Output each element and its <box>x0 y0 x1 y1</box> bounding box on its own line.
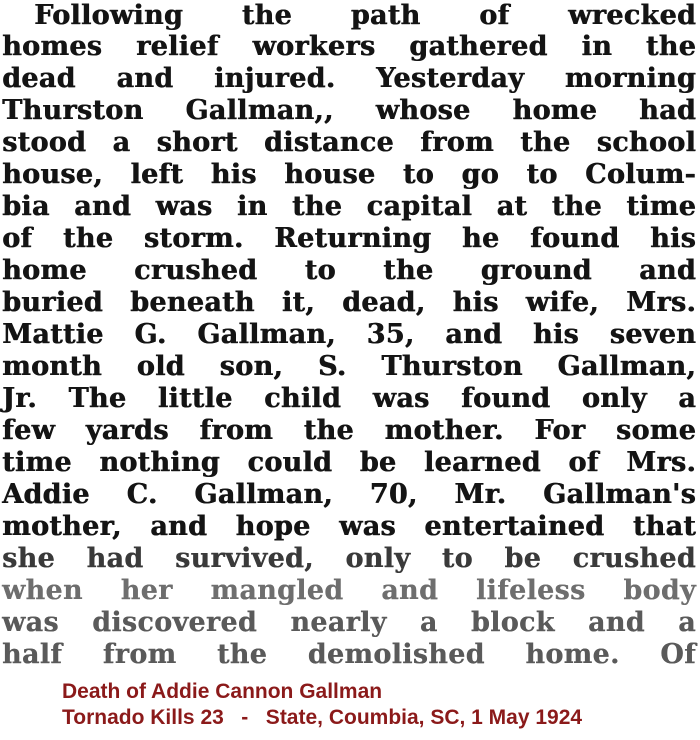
clipping-word: his <box>452 287 499 318</box>
clipping-word: 35, <box>366 319 415 350</box>
clipping-word: homes <box>2 31 103 62</box>
clipping-word: buried <box>2 287 103 318</box>
clipping-line <box>2 511 696 543</box>
clipping-word: Returning <box>274 223 432 254</box>
clipping-word: she <box>2 543 55 574</box>
clipping-word: mother, <box>2 511 122 542</box>
clipping-word: a <box>678 383 696 414</box>
clipping-word: dead <box>2 63 76 94</box>
clipping-word: a <box>112 127 131 158</box>
clipping-line <box>2 415 696 447</box>
clipping-word: home <box>2 255 87 286</box>
clipping-word: had <box>639 95 696 126</box>
clipping-word: Gallman, <box>197 319 336 350</box>
caption-title: Death of Addie Cannon Gallman <box>62 680 383 703</box>
clipping-word: the <box>303 415 354 446</box>
clipping-word: in <box>236 191 268 222</box>
clipping-word: Gallman's <box>543 479 696 510</box>
clipping-word: Gallman, <box>194 479 333 510</box>
clipping-word: to <box>441 543 473 574</box>
clipping-line <box>2 575 696 607</box>
clipping-word: of <box>479 0 510 31</box>
clipping-word: the <box>62 223 114 254</box>
clipping-word: distance <box>263 127 394 158</box>
clipping-line <box>2 383 696 415</box>
clipping-word: the <box>291 191 343 222</box>
clipping-word: home <box>512 95 598 126</box>
clipping-word: the <box>520 127 571 158</box>
clipping-word: ground <box>480 255 592 286</box>
clipping-word: storm. <box>143 223 244 254</box>
clipping-word: little <box>157 383 233 414</box>
clipping-word: learned <box>423 447 541 478</box>
clipping-word: stood <box>2 127 87 158</box>
clipping-word: when <box>2 575 83 606</box>
clipping-word: Jr. <box>2 383 37 414</box>
clipping-word: Mattie <box>2 319 104 350</box>
clipping-word: and <box>116 63 174 94</box>
clipping-word: a <box>419 607 438 638</box>
clipping-word: was <box>155 191 213 222</box>
clipping-word: Addie <box>2 479 90 510</box>
clipping-word: from <box>102 639 177 670</box>
clipping-word: was <box>338 511 396 542</box>
clipping-word: crushed <box>572 543 696 574</box>
clipping-word: his <box>532 319 579 350</box>
clipping-word: crushed <box>133 255 258 286</box>
clipping-word: lifeless <box>475 575 586 606</box>
clipping-word: it, <box>281 287 315 318</box>
clipping-word: only <box>581 383 647 414</box>
clipping-word: his <box>210 159 257 190</box>
clipping-word: path <box>350 0 421 31</box>
clipping-line <box>2 607 696 639</box>
clipping-word: be <box>504 543 542 574</box>
clipping-word: short <box>156 127 238 158</box>
clipping-word: Thurston <box>381 351 523 382</box>
clipping-word: had <box>86 543 144 574</box>
clipping-word: 70, <box>369 479 418 510</box>
clipping-word: to <box>402 159 434 190</box>
clipping-line <box>2 351 696 383</box>
clipping-word: child <box>264 383 341 414</box>
clipping-word: C. <box>126 479 158 510</box>
clipping-word: Yesterday <box>376 63 524 94</box>
clipping-word: gathered <box>409 31 548 62</box>
clipping-word: and <box>74 191 131 222</box>
clipping-word: the <box>216 639 268 670</box>
clipping-word: and <box>445 319 503 350</box>
clipping-word: month <box>2 351 102 382</box>
clipping-word: his <box>649 223 696 254</box>
clipping-word: to <box>304 255 336 286</box>
clipping-word: hope <box>235 511 311 542</box>
clipping-word: the <box>383 255 434 286</box>
clipping-line <box>2 319 696 351</box>
clipping-word: yards <box>85 415 169 446</box>
caption-source: Tornado Kills 23 - State, Coumbia, SC, 1 May 1924 <box>62 706 583 729</box>
clipping-word: go <box>461 159 499 190</box>
clipping-word: was <box>372 383 430 414</box>
clipping-word: from <box>420 127 494 158</box>
clipping-word: time <box>626 191 696 222</box>
clipping-word: nothing <box>99 447 220 478</box>
clipping-word: time <box>2 447 72 478</box>
clipping-word: school <box>596 127 696 158</box>
clipping-word: and <box>639 255 696 286</box>
clipping-word: the <box>551 191 602 222</box>
clipping-word: S. <box>317 351 347 382</box>
clipping-word: The <box>68 383 127 414</box>
clipping-word: injured. <box>213 63 336 94</box>
clipping-word: in <box>581 31 612 62</box>
clipping-word: workers <box>252 31 376 62</box>
clipping-word: morning <box>564 63 696 94</box>
clipping-word: entertained <box>424 511 605 542</box>
clipping-word: nearly <box>290 607 387 638</box>
clipping-word: house <box>284 159 376 190</box>
clipping-line <box>2 63 696 95</box>
clipping-word: Mrs. <box>626 447 696 478</box>
clipping-line <box>2 127 696 159</box>
clipping-line <box>2 479 696 511</box>
clipping-word: Mr. <box>454 479 507 510</box>
clipping-word: from <box>199 415 273 446</box>
clipping-word: Colum- <box>584 159 696 190</box>
clipping-word: Gallman, <box>557 351 696 382</box>
clipping-word: found <box>460 383 551 414</box>
clipping-word: Of <box>660 639 696 670</box>
clipping-word: to <box>526 159 558 190</box>
clipping-word: mangled <box>210 575 344 606</box>
clipping-word: Thurston <box>2 95 144 126</box>
clipping-word: few <box>2 415 55 446</box>
clipping-word: wrecked <box>568 0 696 31</box>
clipping-line <box>2 31 696 63</box>
clipping-word: body <box>623 575 696 606</box>
clipping-word: wife, <box>525 287 599 318</box>
clipping-word: For <box>534 415 586 446</box>
clipping-word: Gallman,, <box>185 95 334 126</box>
clipping-word: beneath <box>130 287 255 318</box>
clipping-word: some <box>615 415 696 446</box>
clipping-word: relief <box>135 31 219 62</box>
clipping-word: only <box>345 543 411 574</box>
clipping-word: of <box>2 223 33 254</box>
clipping-word: G. <box>134 319 167 350</box>
clipping-word: old <box>136 351 185 382</box>
clipping-line <box>2 191 696 223</box>
clipping-word: left <box>130 159 184 190</box>
clipping-line <box>2 159 696 191</box>
clipping-word: Following <box>34 0 183 31</box>
clipping-word: the <box>241 0 292 31</box>
clipping-word: and <box>150 511 208 542</box>
clipping-word: that <box>632 511 696 542</box>
clipping-word: half <box>2 639 63 670</box>
clipping-word: the <box>645 31 696 62</box>
clipping-word: her <box>120 575 173 606</box>
clipping-word: son, <box>219 351 283 382</box>
clipping-line <box>2 255 696 287</box>
clipping-word: found <box>530 223 620 254</box>
clipping-line <box>2 95 696 127</box>
clipping-word: seven <box>609 319 696 350</box>
clipping-word: demolished <box>307 639 485 670</box>
clipping-word: at <box>496 191 528 222</box>
clipping-word: dead, <box>341 287 426 318</box>
clipping-line <box>2 543 696 575</box>
clipping-word: be <box>359 447 397 478</box>
clipping-word: could <box>247 447 333 478</box>
clipping-line <box>2 639 696 671</box>
clipping-word: Mrs. <box>626 287 696 318</box>
clipping-word: and <box>381 575 439 606</box>
clipping-word: was <box>2 607 59 638</box>
clipping-word: home. <box>525 639 620 670</box>
clipping-word: survived, <box>174 543 314 574</box>
clipping-line <box>2 287 696 319</box>
clipping-word: a <box>678 607 696 638</box>
clipping-word: of <box>568 447 599 478</box>
clipping-word: he <box>461 223 500 254</box>
clipping-line <box>2 0 696 32</box>
clipping-word: house, <box>2 159 103 190</box>
clipping-line <box>2 447 696 479</box>
clipping-word: capital <box>366 191 472 222</box>
clipping-word: whose <box>375 95 471 126</box>
clipping-word: discovered <box>92 607 258 638</box>
clipping-word: and <box>587 607 645 638</box>
clipping-word: bia <box>2 191 50 222</box>
clipping-line <box>2 223 696 255</box>
clipping-word: mother. <box>384 415 504 446</box>
clipping-word: block <box>470 607 555 638</box>
